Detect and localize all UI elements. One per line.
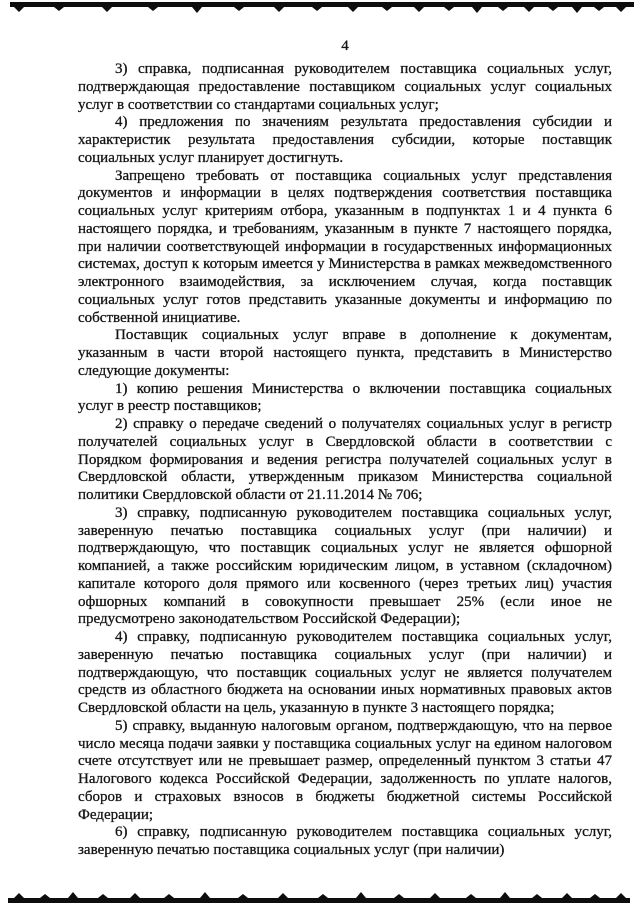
paragraph-5: 1) копию решения Министерства о включении поставщика социальных услуг в реестр поставщиков; xyxy=(78,380,612,415)
scan-edge-artifact-top xyxy=(0,0,640,16)
paragraph-2: 4) предложения по значениям результата предоставления субсидии и характеристик результата предоставления субсидии, которые поставщик социальных услуг планирует достигнуть. xyxy=(78,114,612,166)
paragraph-1: 3) справка, подписанная руководителем поставщика социальных услуг, подтверждающая предоставление поставщиком социальных услуг социальных услуг в соответствии со стандартами социальных услуг; xyxy=(78,61,612,113)
paragraph-8: 4) справку, подписанную руководителем поставщика социальных услуг, заверенную печатью поставщика социальных услуг (при наличии) и подтверждающую, что поставщик социальных услуг не является получателем средств из областного бюджета на основании иных нормативных правовых актов Свердловской области на цель, указанную в пункте 3 настоящего порядка; xyxy=(78,629,612,716)
paragraph-4: Поставщик социальных услуг вправе в дополнение к документам, указанным в части второй настоящего пункта, представить в Министерство следующие документы: xyxy=(78,327,612,379)
document-text xyxy=(78,61,612,860)
page-number: 4 xyxy=(341,38,349,54)
paragraph-7: 3) справку, подписанную руководителем поставщика социальных услуг, заверенную печатью поставщика социальных услуг (при наличии) и подтверждающую, что поставщик социальных услуг не является офшорной компанией, а также российским юридическим лицом, в уставном (складочном) капитале которого доля прямого или косвенного (через третьих лиц) участия офшорных компаний в совокупности превышает 25% (если иное не предусмотрено законодательством Российской Федерации); xyxy=(78,504,612,628)
paragraph-3: Запрещено требовать от поставщика социальных услуг представления документов и информации в целях подтверждения соответствия поставщика социальных услуг критериям отбора, указанным в подпунктах 1 и 4 пункта 6 настоящего порядка, и требованиям, указанным в пункте 7 настоящего порядка, при наличии соответствующей информации в государственных информационных системах, доступ к которым имеется у Министерства в рамках межведомственного электронного взаимодействия, за исключением случая, когда поставщик социальных услуг готов представить указанные документы и информацию по собственной инициативе. xyxy=(78,167,612,326)
paragraph-6: 2) справку о передаче сведений о получателях социальных услуг в регистр получателей социальных услуг в Свердловской области в соответствии с Порядком формирования и ведения регистра получателей социальных услуг в Свердловской области, утвержденным приказом Министерства социальной политики Свердловской области от 21.11.2014 № 706; xyxy=(78,416,612,503)
paragraph-9: 5) справку, выданную налоговым органом, подтверждающую, что на первое число месяца подачи заявки у поставщика социальных услуг на едином налоговом счете отсутствует или не превышает размер, определенный пунктом 3 статьи 47 Налогового кодекса Российской Федерации, задолженность по уплате налогов, сборов и страховых взносов в бюджеты бюджетной системы Российской Федерации; xyxy=(78,717,612,823)
scan-edge-artifact-bottom xyxy=(0,889,640,905)
paragraph-10: 6) справку, подписанную руководителем поставщика социальных услуг, заверенную печатью поставщика социальных услуг (при наличии) xyxy=(78,824,612,858)
